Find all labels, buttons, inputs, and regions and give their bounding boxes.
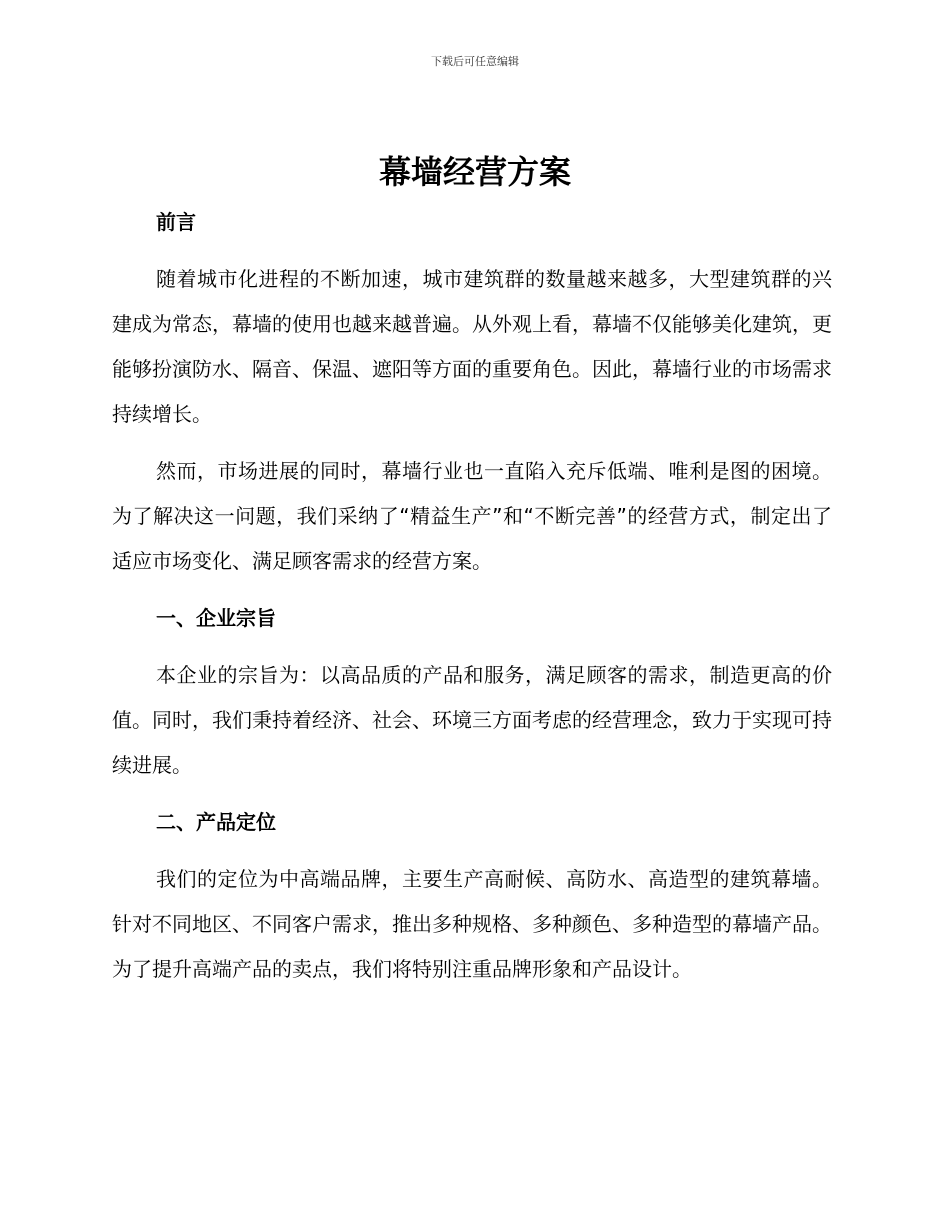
paragraph: 随着城市化进程的不断加速，城市建筑群的数量越来越多，大型建筑群的兴建成为常态，幕墙的使用也越来越普遍。从外观上看，幕墙不仅能够美化建筑，更能够扮演防水、隔音、保温、遮阳等方面的重要角色。因此，幕墙行业的市场需求持续增长。 — [112, 267, 832, 426]
paragraph: 本企业的宗旨为：以高品质的产品和服务，满足顾客的需求，制造更高的价值。同时，我们秉持着经济、社会、环境三方面考虑的经营理念，致力于实现可持续进展。 — [112, 663, 832, 777]
document-body — [112, 200, 832, 992]
section-heading-mission: 一、企业宗旨 — [156, 606, 276, 630]
header-note: 下载后可任意编辑 — [431, 55, 519, 68]
paragraph: 我们的定位为中高端品牌，主要生产高耐候、高防水、高造型的建筑幕墙。针对不同地区、不同客户需求，推出多种规格、多种颜色、多种造型的幕墙产品。为了提升高端产品的卖点，我们将特别注重品牌形象和产品设计。 — [112, 867, 832, 981]
paragraph: 然而，市场进展的同时，幕墙行业也一直陷入充斥低端、唯利是图的困境。为了解决这一问题，我们采纳了“精益生产”和“不断完善”的经营方式，制定出了适应市场变化、满足顾客需求的经营方案。 — [112, 459, 832, 573]
section-heading-preface: 前言 — [156, 210, 196, 234]
section-heading-positioning: 二、产品定位 — [156, 810, 276, 834]
document-title: 幕墙经营方案 — [378, 153, 571, 191]
